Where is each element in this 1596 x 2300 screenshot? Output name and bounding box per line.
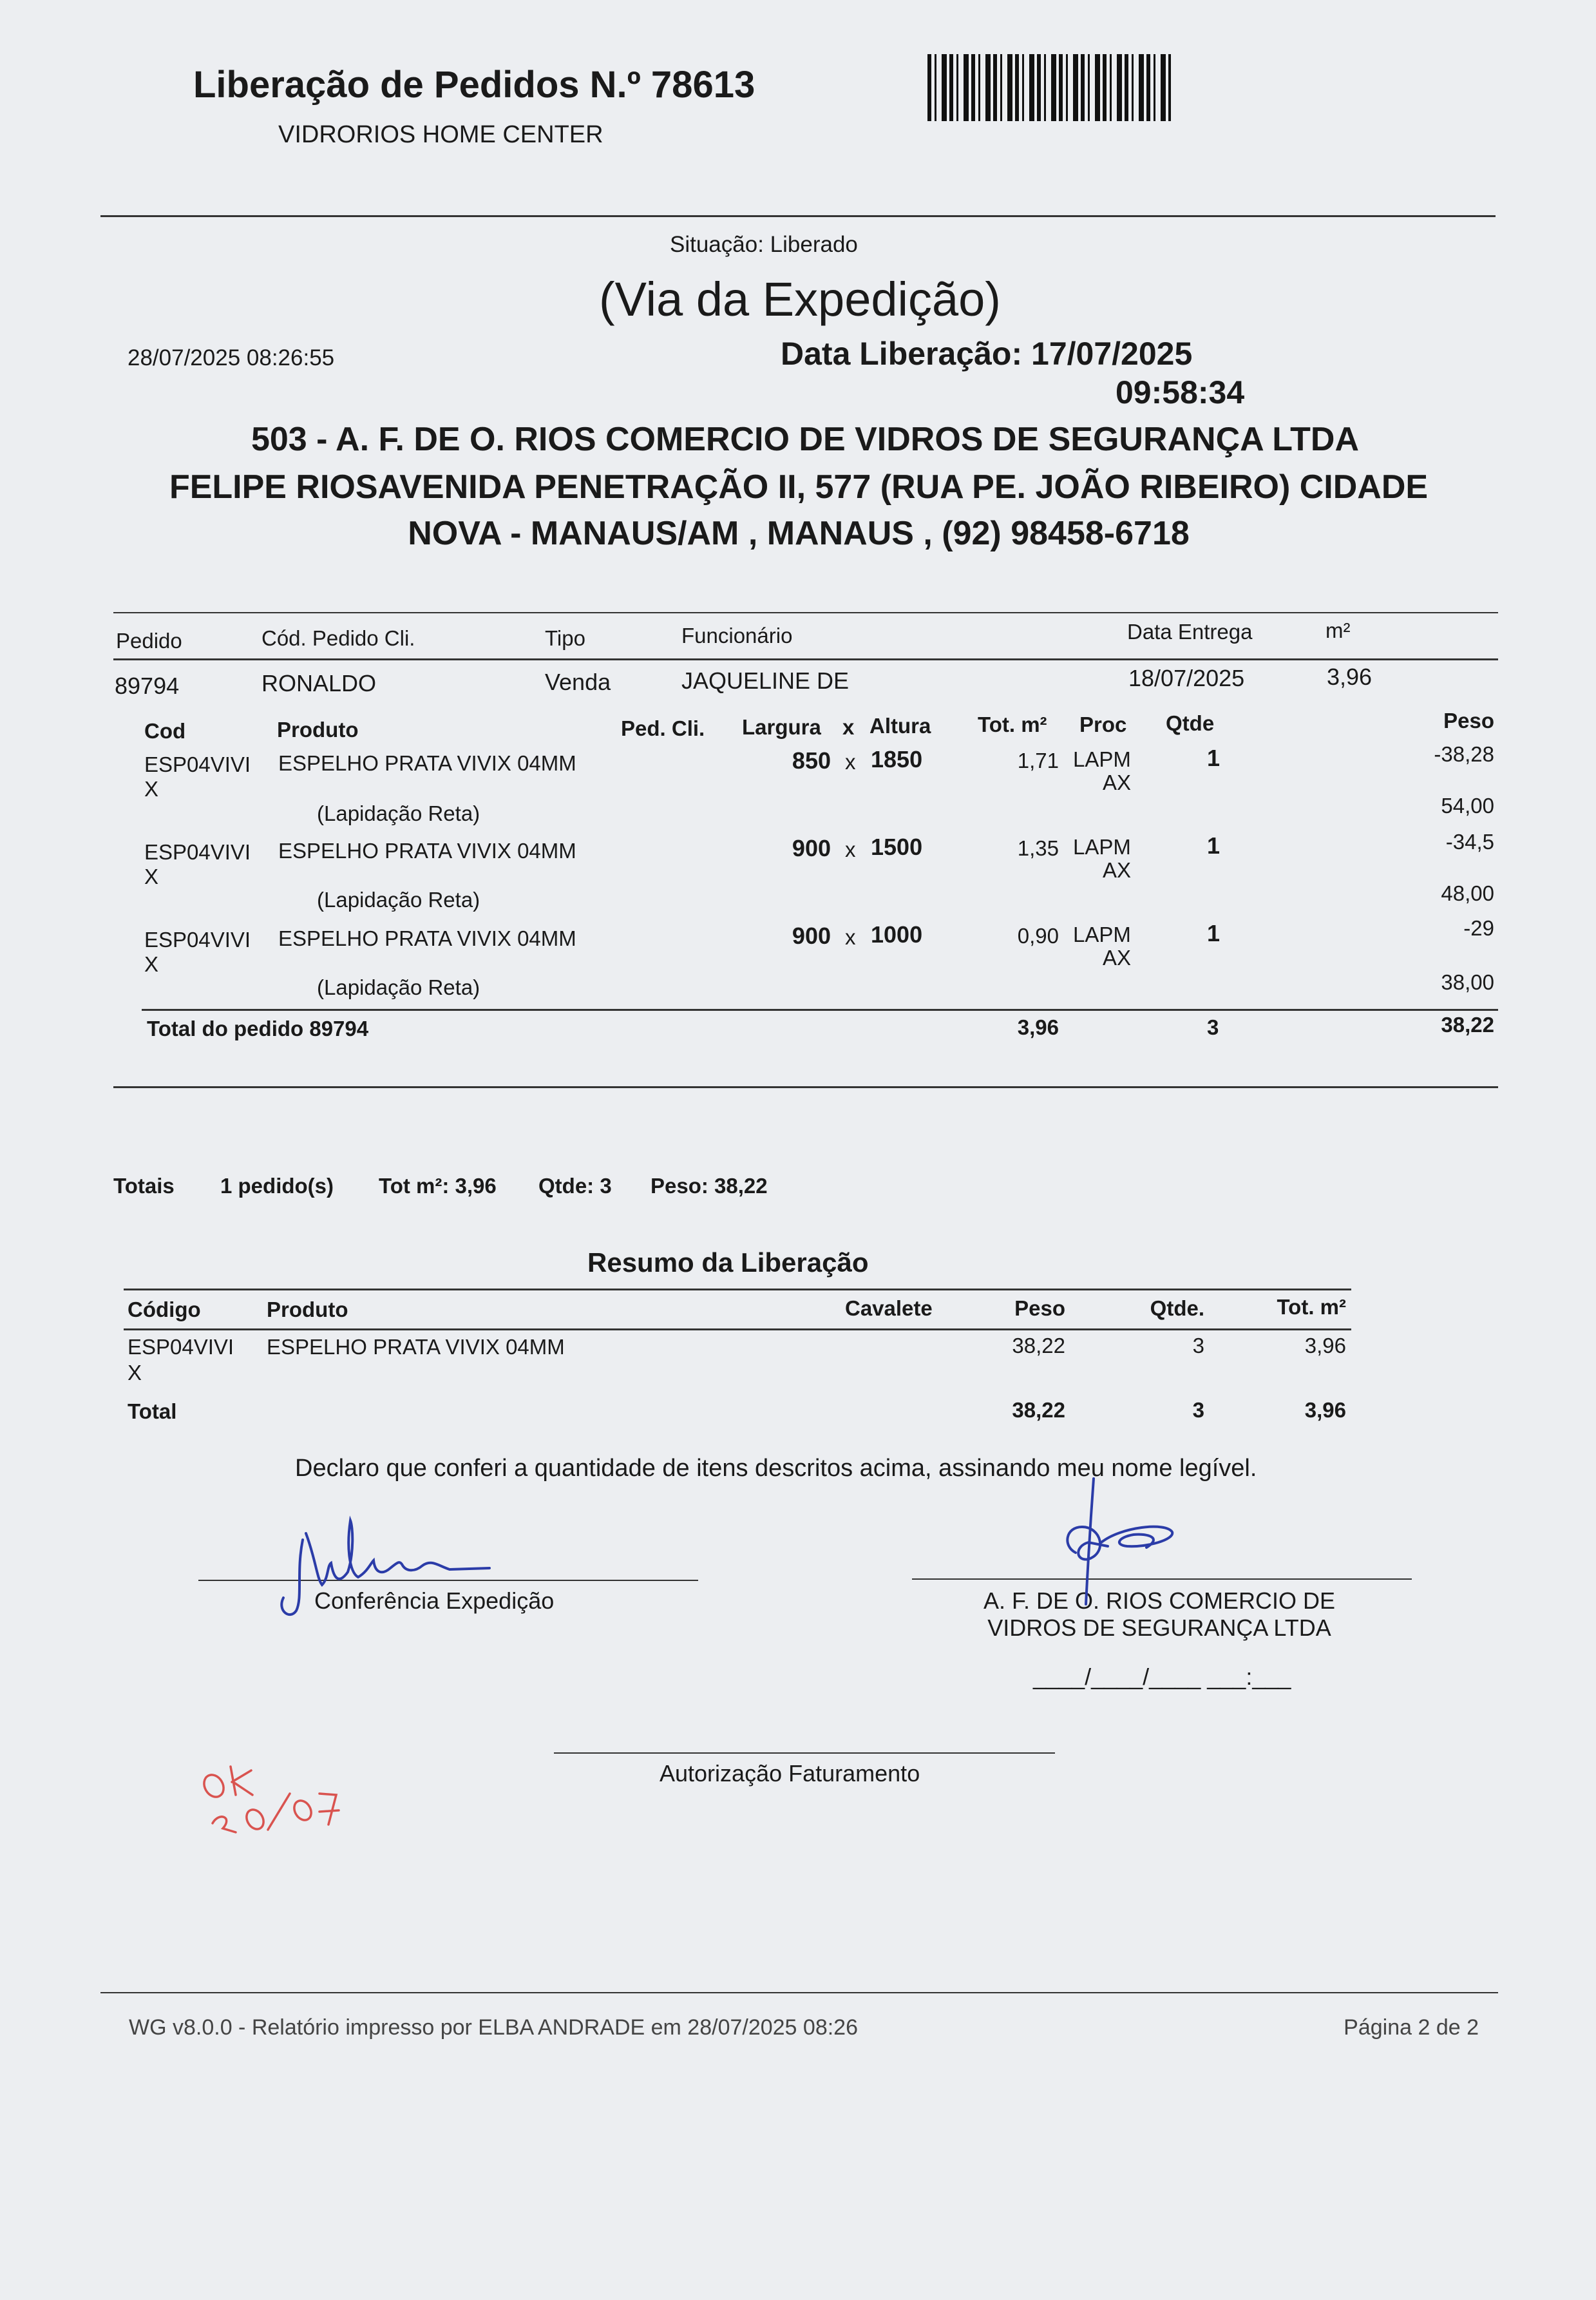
item-proc-suffix: AX	[1103, 771, 1132, 794]
item-tot-m2: 1,71	[1017, 749, 1059, 772]
declaration-text: Declaro que conferi a quantidade de itens descritos acima, assinando meu nome legível.	[295, 1455, 1257, 1482]
summary-peso: 38,22	[1012, 1334, 1065, 1357]
summary-header-peso: Peso	[1014, 1296, 1065, 1320]
release-date: Data Liberação: 17/07/2025	[781, 336, 1193, 372]
release-time: 09:58:34	[1116, 374, 1245, 410]
document-title: Liberação de Pedidos N.º 78613	[193, 64, 755, 106]
item-proc: LAPM	[1073, 923, 1131, 946]
summary-title: Resumo da Liberação	[587, 1247, 869, 1278]
order-total-qtde: 3	[1207, 1015, 1219, 1039]
item-peso-2: 48,00	[1441, 881, 1494, 905]
item-header-peso: Peso	[1443, 709, 1494, 733]
item-header-largura: Largura	[742, 715, 821, 739]
item-header-cod: Cod	[144, 719, 186, 743]
summary-total-qtde: 3	[1192, 1398, 1204, 1422]
divider	[113, 1086, 1498, 1088]
divider	[100, 215, 1496, 217]
item-header-altura: Altura	[869, 714, 931, 738]
item-largura: 900	[792, 835, 831, 861]
item-header-qtde: Qtde	[1166, 711, 1215, 735]
item-proc-suffix: AX	[1103, 858, 1132, 882]
handwritten-signature-company	[1037, 1475, 1185, 1611]
divider	[113, 612, 1498, 613]
col-header-pedido: Pedido	[116, 629, 182, 653]
item-produto: ESPELHO PRATA VIVIX 04MM	[278, 839, 576, 863]
item-qtde: 1	[1207, 832, 1221, 859]
status-text: Situação: Liberado	[670, 232, 858, 257]
client-line-3: NOVA - MANAUS/AM , MANAUS , (92) 98458-6718	[408, 515, 1190, 552]
order-cod-cli: RONALDO	[261, 670, 377, 696]
item-header-produto: Produto	[277, 718, 359, 742]
divider	[124, 1328, 1351, 1330]
summary-total-tot-m2: 3,96	[1304, 1398, 1346, 1422]
item-proc: LAPM	[1073, 835, 1131, 859]
order-pedido: 89794	[115, 673, 180, 699]
item-tot-m2: 0,90	[1017, 924, 1059, 948]
col-header-m2: m²	[1325, 618, 1351, 642]
col-header-cod-cli: Cód. Pedido Cli.	[261, 626, 415, 650]
item-cod-suffix: X	[144, 777, 159, 801]
item-process-desc: (Lapidação Reta)	[317, 888, 480, 912]
handwritten-signature-expedicao	[277, 1501, 496, 1617]
date-time-blank: ____/____/____ ___:___	[1033, 1663, 1291, 1690]
divider	[113, 658, 1498, 660]
barcode	[927, 54, 1171, 121]
signature-label-expedicao: Conferência Expedição	[314, 1587, 555, 1614]
company-name: VIDRORIOS HOME CENTER	[278, 121, 603, 148]
item-header-tot-m2: Tot. m²	[978, 713, 1047, 736]
item-cod-suffix: X	[144, 952, 159, 976]
client-line-2: FELIPE RIOSAVENIDA PENETRAÇÃO II, 577 (RUA PE. JOÃO RIBEIRO) CIDADE	[169, 468, 1429, 506]
footer-printed-by: WG v8.0.0 - Relatório impresso por ELBA ANDRADE em 28/07/2025 08:26	[129, 2015, 858, 2040]
item-qtde: 1	[1207, 745, 1221, 771]
summary-header-cavalete: Cavalete	[845, 1296, 933, 1320]
item-largura: 900	[792, 923, 831, 949]
item-proc-suffix: AX	[1103, 946, 1132, 970]
signature-label-company-2: VIDROS DE SEGURANÇA LTDA	[987, 1615, 1331, 1641]
item-altura: 1500	[871, 834, 923, 860]
order-tipo: Venda	[545, 669, 611, 695]
item-process-desc: (Lapidação Reta)	[317, 975, 480, 999]
item-x: x	[845, 750, 856, 774]
item-x: x	[845, 925, 856, 949]
handwritten-note-ok	[193, 1752, 361, 1859]
item-peso: -34,5	[1445, 830, 1494, 854]
signature-line	[554, 1752, 1055, 1754]
item-peso-2: 38,00	[1441, 970, 1494, 994]
summary-qtde: 3	[1192, 1334, 1204, 1357]
item-header-ped-cli: Ped. Cli.	[621, 716, 705, 740]
summary-total-peso: 38,22	[1012, 1398, 1065, 1422]
item-x: x	[845, 838, 856, 861]
item-cod: ESP04VIVI	[144, 928, 251, 952]
col-header-tipo: Tipo	[545, 626, 585, 650]
totals-qtde: Qtde: 3	[538, 1174, 612, 1198]
totals-label: Totais	[113, 1174, 175, 1198]
item-altura: 1850	[871, 746, 923, 772]
item-header-x: x	[842, 715, 855, 739]
item-largura: 850	[792, 747, 831, 774]
item-produto: ESPELHO PRATA VIVIX 04MM	[278, 751, 576, 775]
via-label: (Via da Expedição)	[599, 273, 1001, 326]
order-m2: 3,96	[1327, 664, 1373, 690]
item-process-desc: (Lapidação Reta)	[317, 801, 480, 825]
totals-pedidos: 1 pedido(s)	[220, 1174, 334, 1198]
divider	[124, 1289, 1351, 1290]
summary-codigo: ESP04VIVI	[128, 1335, 234, 1359]
order-total-label: Total do pedido 89794	[147, 1017, 369, 1040]
item-produto: ESPELHO PRATA VIVIX 04MM	[278, 926, 576, 950]
summary-produto: ESPELHO PRATA VIVIX 04MM	[267, 1335, 565, 1359]
summary-header-codigo: Código	[128, 1298, 201, 1321]
order-data-entrega: 18/07/2025	[1128, 665, 1245, 691]
item-proc: LAPM	[1073, 747, 1131, 771]
col-header-funcionario: Funcionário	[681, 624, 793, 647]
item-tot-m2: 1,35	[1017, 836, 1059, 860]
footer-page-number: Página 2 de 2	[1344, 2015, 1479, 2040]
summary-codigo-suffix: X	[128, 1361, 142, 1385]
summary-tot-m2: 3,96	[1304, 1334, 1346, 1357]
divider	[100, 1992, 1498, 1993]
item-cod: ESP04VIVI	[144, 752, 251, 776]
summary-total-label: Total	[128, 1399, 177, 1423]
item-peso: -29	[1463, 916, 1494, 940]
col-header-data-entrega: Data Entrega	[1127, 620, 1253, 644]
summary-header-produto: Produto	[267, 1298, 348, 1321]
summary-header-qtde: Qtde.	[1150, 1296, 1204, 1320]
summary-header-tot-m2: Tot. m²	[1277, 1295, 1346, 1319]
authorization-label: Autorização Faturamento	[660, 1760, 920, 1787]
printed-timestamp: 28/07/2025 08:26:55	[128, 345, 335, 370]
divider	[142, 1009, 1498, 1011]
client-line-1: 503 - A. F. DE O. RIOS COMERCIO DE VIDROS DE SEGURANÇA LTDA	[251, 421, 1360, 458]
order-total-peso: 38,22	[1441, 1013, 1494, 1037]
item-peso-2: 54,00	[1441, 794, 1494, 818]
order-total-m2: 3,96	[1017, 1015, 1059, 1039]
item-cod-suffix: X	[144, 865, 159, 888]
item-altura: 1000	[871, 921, 923, 948]
totals-m2: Tot m²: 3,96	[379, 1174, 497, 1198]
signature-label-company-1: A. F. DE O. RIOS COMERCIO DE	[983, 1587, 1336, 1614]
totals-peso: Peso: 38,22	[651, 1174, 768, 1198]
order-funcionario: JAQUELINE DE	[681, 667, 850, 694]
item-header-proc: Proc	[1079, 713, 1127, 736]
item-peso: -38,28	[1434, 742, 1494, 766]
item-cod: ESP04VIVI	[144, 840, 251, 864]
item-qtde: 1	[1207, 920, 1221, 946]
